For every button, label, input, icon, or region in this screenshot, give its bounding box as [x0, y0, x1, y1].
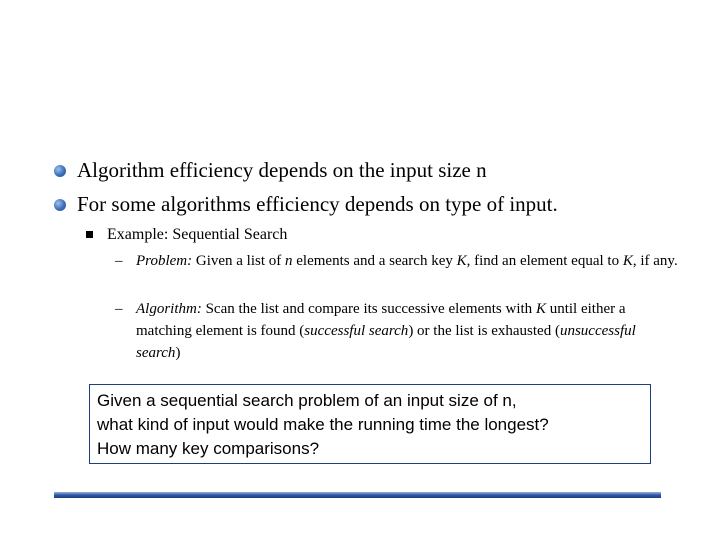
question-line: How many key comparisons?: [97, 439, 320, 458]
algorithm-part: Scan the list and compare its successive elements with: [201, 301, 536, 317]
dash-icon: –: [115, 301, 123, 317]
dash-icon: –: [115, 253, 123, 269]
problem-text: [136, 250, 681, 272]
question-line: what kind of input would make the running time the longest?: [97, 415, 549, 434]
algorithm-label: Algorithm:: [136, 301, 202, 317]
algorithm-var-k: K: [535, 301, 546, 317]
example-title: Example: Sequential Search: [107, 226, 288, 243]
problem-label: Problem:: [136, 253, 193, 269]
bullet-text: For some algorithms efficiency depends on type of input.: [77, 192, 558, 216]
problem-part: , find an element equal to: [466, 253, 623, 269]
square-bullet-icon: [86, 231, 93, 238]
problem-var-k: K: [456, 253, 467, 269]
algorithm-text: [136, 298, 681, 364]
successful-search-term: successful search: [304, 323, 409, 339]
bullet-text: Algorithm efficiency depends on the input size n: [77, 158, 487, 182]
question-line: Given a sequential search problem of an input size of n,: [97, 391, 517, 410]
problem-part: , if any.: [632, 253, 678, 269]
algorithm-part: ) or the list is exhausted (: [408, 323, 560, 339]
algorithm-part: until either a matching element is found (: [136, 301, 626, 339]
problem-part: Given a list of: [192, 253, 286, 269]
problem-var-k: K: [622, 253, 633, 269]
unsuccessful-search-term: unsuccessful search: [136, 323, 636, 361]
question-box: [89, 384, 651, 464]
algorithm-part: ): [175, 345, 181, 361]
bullet-icon: [54, 165, 66, 177]
problem-part: elements and a search key: [292, 253, 457, 269]
bullet-icon: [54, 199, 66, 211]
problem-var-n: n: [285, 253, 293, 269]
footer-bar: [54, 492, 661, 498]
